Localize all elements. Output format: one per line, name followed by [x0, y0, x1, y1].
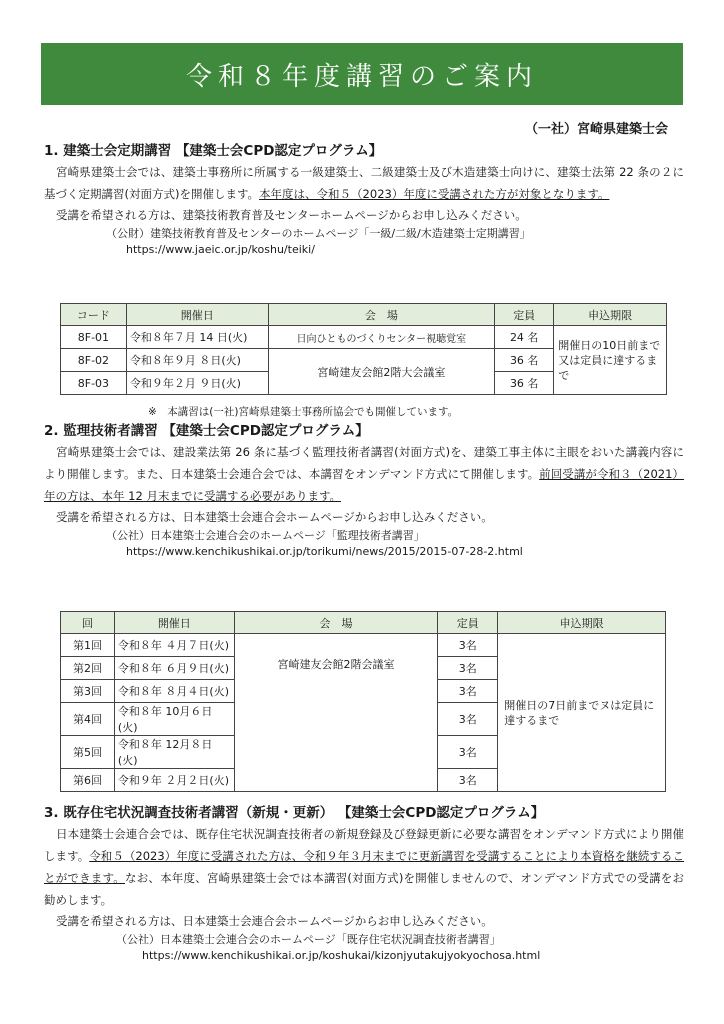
page-title-banner	[41, 43, 683, 105]
section-body: 宮崎県建築士会では、建設業法第 26 条に基づく監理技術者講習(対面方式)を、建築工事主体に主眼をおいた講義内容により開催します。また、日本建築士会連合会では、本講習をオンデマンド方式にて開催します。前回受講が令和３（2021）年の方は、本年 12 月末までに受講する必要があります。	[44, 445, 685, 503]
page-title: 令和８年度講習のご案内	[185, 61, 538, 92]
table-header-row: コード 開催日 会 場 定員 申込期限	[61, 304, 667, 326]
section-supervising-engineer	[44, 421, 684, 560]
table-header-row: 回 開催日 会 場 定員 申込期限	[61, 612, 666, 634]
table-row: 第4回 令和８年 10月６日(火) 3名	[61, 703, 666, 736]
shared-venue-cell: 宮崎建友会館2階会議室	[234, 634, 438, 792]
renewal-notice: 令和５（2023）年度に受講された方は、令和９年３月末までに更新講習を受講することにより本資格を継続することができます。	[44, 849, 684, 885]
site-name: （公財）建築技術教育普及センターのホームページ「一級/二級/木造建築士定期講習」	[106, 227, 531, 240]
table-row: 第5回 令和８年 12月８日(火) 3名	[61, 736, 666, 769]
table-row: 8F-03 令和９年２月 ９日(火) 36 名	[61, 372, 667, 395]
table-note: ※ 本講習は(一社)宮崎県建築士事務所協会でも開催しています。	[148, 406, 459, 418]
organization-name: （一社）宮崎県建築士会	[524, 122, 668, 137]
site-url-link[interactable]: https://www.kenchikushikai.or.jp/koshukai/kizonjyutakujyokyochosa.html	[142, 949, 541, 962]
table-row: 第6回 令和９年 ２月２日(火) 3名	[61, 769, 666, 792]
site-url-link[interactable]: https://www.jaeic.or.jp/koshu/teiki/	[126, 243, 315, 256]
schedule-table-1	[60, 303, 667, 395]
shared-venue-cell: 宮崎建友会館2階大会議室	[268, 349, 495, 395]
apply-instruction: 受講を希望される方は、建築技術教育普及センターホームページからお申し込みください。	[56, 208, 527, 222]
apply-instruction: 受講を希望される方は、日本建築士会連合会ホームページからお申し込みください。	[56, 914, 493, 928]
table-row: 第2回 令和８年 ６月９日(火) 3名	[61, 657, 666, 680]
section-body: 日本建築士会連合会では、既存住宅状況調査技術者の新規登録及び登録更新に必要な講習をオンデマンド方式により開催します。令和５（2023）年度に受講された方は、令和９年３月末までに更新講習を受講することにより本資格を継続することができます。なお、本年度、宮崎県建築士会では本講習(対面方式)を開催しませんので、オンデマンド方式での受講をお勧めします。	[44, 827, 684, 907]
section-heading: 2. 監理技術者講習 【建築士会CPD認定プログラム】	[44, 423, 369, 439]
site-name: （公社）日本建築士会連合会のホームページ「既存住宅状況調査技術者講習」	[116, 933, 501, 946]
target-notice: 本年度は、令和５（2023）年度に受講された方が対象となります。	[259, 187, 610, 201]
section-heading: 3. 既存住宅状況調査技術者講習（新規・更新） 【建築士会CPD認定プログラム】	[44, 805, 545, 821]
deadline-notice: 前回受講が令和３（2021）年の方は、本年 12 月末までに受講する必要があります。	[44, 467, 685, 503]
site-name: （公社）日本建築士会連合会のホームページ「監理技術者講習」	[106, 529, 425, 542]
site-url-link[interactable]: https://www.kenchikushikai.or.jp/torikumi/news/2015/2015-07-28-2.html	[126, 545, 523, 558]
schedule-table-2	[60, 611, 666, 792]
section-existing-housing-inspector	[44, 803, 684, 964]
deadline-cell: 開催日の10日前まで又は定員に達するまで	[554, 326, 667, 395]
table-row: 8F-01 令和８年７月 14 日(火) 日向ひとものづくりセンター視聴覚室 24 名 開催日の10日前まで又は定員に達するまで	[61, 326, 667, 349]
deadline-cell: 開催日の7日前までヌは定員に達するまで	[498, 634, 666, 792]
section-heading: 1. 建築士会定期講習 【建築士会CPD認定プログラム】	[44, 143, 383, 159]
apply-instruction: 受講を希望される方は、日本建築士会連合会ホームページからお申し込みください。	[56, 510, 493, 524]
section-regular-course	[44, 141, 684, 258]
table-row: 8F-02 令和８年９月 ８日(火) 宮崎建友会館2階大会議室 36 名	[61, 349, 667, 372]
table-row: 第1回 令和８年 ４月７日(火) 宮崎建友会館2階会議室 3名 開催日の7日前までヌは定員に達するまで	[61, 634, 666, 657]
section-body: 宮崎県建築士会では、建築士事務所に所属する一級建築士、二級建築士及び木造建築士向けに、建築士法第 22 条の２に基づく定期講習(対面方式)を開催します。本年度は、令和５（2023）年度に受講された方が対象となります。	[44, 165, 684, 201]
table-row: 第3回 令和８年 ８月４日(火) 3名	[61, 680, 666, 703]
